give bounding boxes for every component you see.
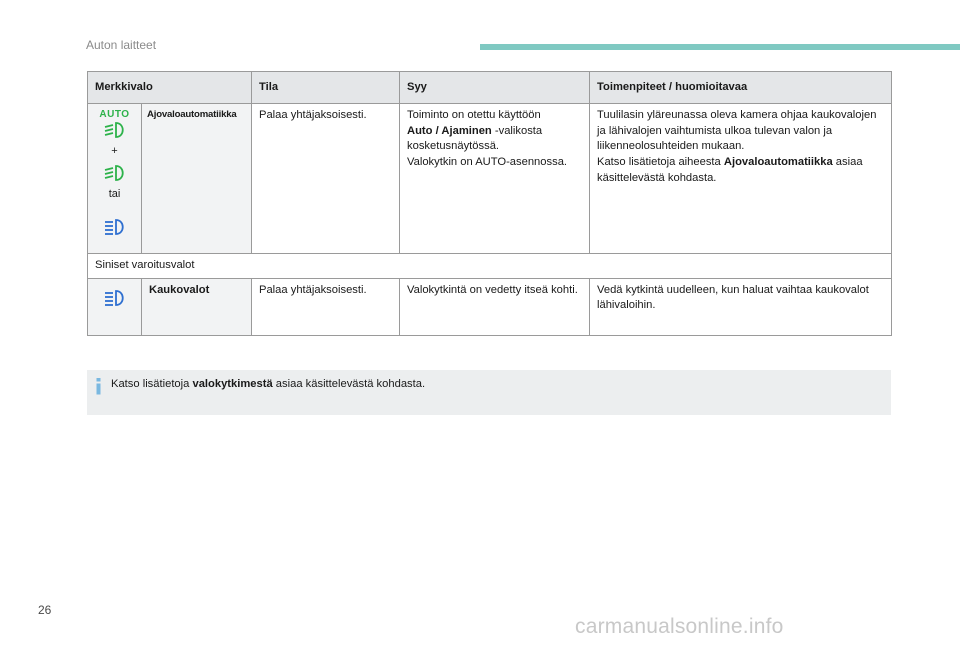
or-label: tai — [108, 188, 121, 201]
high-beam-blue-icon — [103, 217, 127, 237]
light-name: Ajovaloautomatiikka — [142, 104, 252, 254]
auto-label: AUTO — [99, 109, 130, 120]
low-beam-green-icon — [103, 163, 127, 183]
column-header: Merkkivalo — [88, 72, 252, 104]
section-heading: Siniset varoitusvalot — [88, 254, 892, 279]
state-cell: Palaa yhtäjaksoisesti. — [252, 104, 400, 254]
section-row — [88, 254, 892, 279]
header-accent-bar — [480, 44, 960, 50]
table-header-row — [88, 72, 892, 104]
info-icon — [95, 378, 103, 395]
column-header: Syy — [400, 72, 590, 104]
section-title: Auton laitteet — [86, 38, 157, 52]
page-number: 26 — [38, 603, 52, 617]
auto-low-beam-green-icon — [103, 120, 127, 140]
column-header: Tila — [252, 72, 400, 104]
icon-cell — [88, 278, 142, 335]
table-row — [88, 104, 892, 254]
plus-sign: + — [111, 145, 118, 157]
cause-cell: Toiminto on otettu käyttöön Auto / Ajaminen -valikosta kosketusnäytössä. Valokytkin on AUTO-asennossa. — [400, 104, 590, 254]
info-note — [87, 370, 891, 415]
action-cell: Vedä kytkintä uudelleen, kun haluat vaihtaa kaukovalot lähivaloihin. — [590, 278, 892, 335]
warning-lights-table — [87, 71, 892, 336]
watermark: carmanualsonline.info — [575, 615, 784, 638]
icon-cell — [88, 104, 142, 254]
column-header: Toimenpiteet / huomioitavaa — [590, 72, 892, 104]
cause-cell: Valokytkintä on vedetty itseä kohti. — [400, 278, 590, 335]
info-text: Katso lisätietoja valokytkimestä asiaa käsittelevästä kohdasta. — [111, 378, 426, 390]
action-cell: Tuulilasin yläreunassa oleva kamera ohjaa kaukovalojen ja lähivalojen vaihtumista ulkoa tulevan valon ja liikenneolosuhteiden mukaan. Katso lisätietoja aiheesta Ajovaloautomatiikka asiaa käsittelevästä kohdasta. — [590, 104, 892, 254]
light-name: Kaukovalot — [142, 278, 252, 335]
state-cell: Palaa yhtäjaksoisesti. — [252, 278, 400, 335]
high-beam-blue-icon — [103, 288, 127, 308]
table-row — [88, 278, 892, 335]
